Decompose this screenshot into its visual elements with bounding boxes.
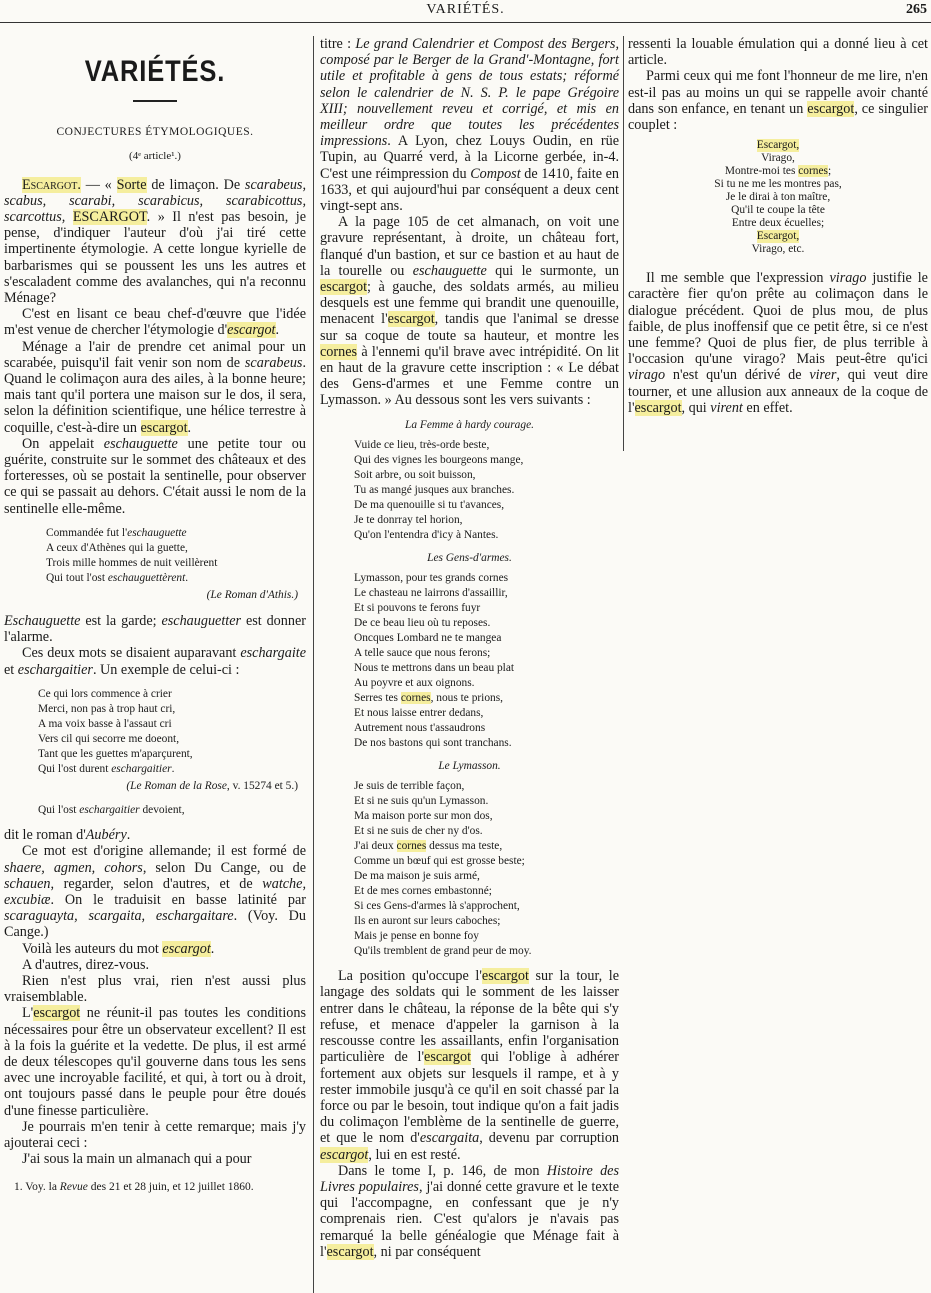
paragraph: Parmi ceux qui me font l'honneur de me lire, n'en est-il pas au moins un qui se rappelle avoir chanté dans son enfance, en tenant un escargot, ce singulier couplet : bbox=[628, 68, 928, 134]
paragraph: La position qu'occupe l'escargot sur la tour, le langage des soldats qui le somment de les laisser entrer dans le château, la réponse de la bête qui s'y refuse, et menace d'appeler la garnison à la rescousse contre les assaillants, enfin l'organisation particulière de l'escargot qui l'oblige à adhérer fortement aux objets sur lesquels il rampe, et à y rester immobile jusqu'à ce qu'il en soit chassé par la force ou par le besoin, tout indique qu'on a fait jadis du colimaçon l'emblème de la sentinelle de guerre, et que le nom d'escargaita, devenu par corruption escargot, lui en est resté. bbox=[320, 968, 619, 1163]
paragraph: Je pourrais m'en tenir à cette remarque; mais j'y ajouterai ceci : bbox=[4, 1118, 306, 1151]
column-1 bbox=[4, 36, 306, 1194]
article-title: VARIÉTÉS. bbox=[84, 55, 226, 88]
paragraph: L'escargot ne réunit-il pas toutes les conditions nécessaires pour être un observateur excellent? Il est à la fois la guérite et la vedette. De plus, il est armé de deux télescopes qu'il gouverne dans tous les sens avec une incroyable facilité, et qui, à tort ou à droit, ont toujours passé dans le peuple pour être doués d'une finesse particulière. bbox=[4, 1005, 306, 1119]
page-number: 265 bbox=[906, 2, 927, 17]
paragraph: C'est en lisant ce beau chef-d'œuvre que l'idée m'est venue de chercher l'étymologie d'escargot. bbox=[4, 306, 306, 339]
quote-source: (Le Roman de la Rose, v. 15274 et 5.) bbox=[126, 779, 298, 792]
verse-heading: Le Lymasson. bbox=[438, 760, 501, 773]
paragraph: Dans le tome I, p. 146, de mon Histoire des Livres populaires, j'ai donné cette gravure et le texte qui l'accompagne, en confessant que je n'y comprenais rien. C'est qu'alors je n'avais pas remarqué la belle généalogie que Ménage fait à l'escargot, ni par conséquent bbox=[320, 1162, 620, 1260]
paragraph: Il me semble que l'expression virago justifie le caractère fier qu'on prête au colimaçon dans le dialogue précédent. Quoi de plus mou, de plus faible, de plus inoffensif que ce petit être, si ce n'est une femme? Quoi de plus fier, de plus terrible à l'occasion qu'une virago? Mais peut-être qu'ici virago n'est qu'un dérivé de virer, qui veut dire tourner, et une allusion aux anneaux de la coque de l'escargot, qui virent en effet. bbox=[628, 270, 928, 416]
verse-heading: La Femme à hardy courage. bbox=[405, 418, 534, 431]
article-subtitle: CONJECTURES ÉTYMOLOGIQUES. bbox=[56, 126, 254, 139]
paragraph: dit le roman d'Aubéry. bbox=[4, 827, 131, 844]
paragraph: ressenti la louable émulation qui a donné lieu à cet article. bbox=[628, 36, 928, 69]
column-divider bbox=[313, 36, 314, 1293]
footnote: 1. Voy. la Revue des 21 et 28 juin, et 12 juillet 1860. bbox=[14, 1181, 254, 1194]
column-3 bbox=[628, 36, 928, 416]
paragraph: Eschauguette est la garde; eschauguetter est donner l'alarme. bbox=[4, 613, 306, 646]
paragraph: titre : Le grand Calendrier et Compost des Bergers, composé par le Berger de la Grand'-Montagne, fort utile et profitable à gens de tous estats; réformé selon le calendrier de N. S. P. le pape Grégoire XIII; nouvellement reveu et corrigé, et mis en meilleur ordre que toutes les précédentes impressions. A Lyon, chez Louys Oudin, en rüe Tupin, au Quarré verd, à la Licorne gerbée, in-4. C'est une réimpression du Compost de 1410, faite en 1633, et qui aujourd'hui par conséquent a deux cent vingt-sept ans. bbox=[320, 36, 619, 215]
quote-source: (Le Roman d'Athis.) bbox=[206, 588, 298, 601]
verse-block: Lymasson, pour tes grands cornes Le chasteau ne lairrons d'assaillir, Et si pouvons te ferons fuyr De ce beau lieu où tu reposes. Oncques Lombard ne te mangea A telle sauce que nous ferons; Nous te mettrons dans un beau plat Au poyvre et aux oignons. Serres tes cornes, nous te prions, Et nous laisse entrer dedans, Autrement nous t'assaudrons De nos bastons qui sont tranchans. bbox=[354, 572, 515, 750]
verse-quote: Commandée fut l'eschauguette A ceux d'Athènes qui la guette, Trois mille hommes de nuit veillèrent Qui tout l'ost eschauguettèrent. (Le Roman d'Athis.) bbox=[4, 527, 306, 603]
verse-block: Vuide ce lieu, très-orde beste, Qui des vignes les bourgeons mange, Soit arbre, ou soit buisson, Tu as mangé jusques aux branches. De ma quenouille si tu t'avances, Je te donrray tel horion, Qu'on l'entendra d'icy à Nantes. bbox=[354, 438, 524, 541]
paragraph: Ce mot est d'origine allemande; il est formé de shaere, agmen, cohors, selon Du Cange, ou de schauen, regarder, selon d'autres, et de watche, excubiæ. On le traduisit en basse latinité par scaraguayta, scargaita, eschargaitare. (Voy. Du Cange.) bbox=[4, 843, 306, 941]
running-header bbox=[0, 0, 931, 23]
verse-block: Je suis de terrible façon, Et si ne suis qu'un Lymasson. Ma maison porte sur mon dos, Et si ne suis de cher ny d'os. J'ai deux cornes dessus ma teste, Comme un bœuf qui est grosse beste; De ma maison je suis armé, Et de mes cornes embastonné; Si ces Gens-d'armes là s'approchent, Ils en auront sur leurs caboches; Mais je pense en bonne foy Qu'ils tremblent de grand peur de moy. bbox=[354, 780, 532, 958]
article-number: (4ᵉ article¹.) bbox=[129, 150, 181, 163]
verse-heading: Les Gens-d'armes. bbox=[427, 551, 512, 564]
couplet: Escargot, Virago, Montre-moi tes cornes; Si tu ne me les montres pas, Je le dirai à ton maître, Qu'il te coupe la tête Entre deux écuelles; Escargot, Virago, etc. bbox=[714, 139, 842, 256]
paragraph: On appelait eschauguette une petite tour ou guérite, construite sur le sommet des châteaux et des forteresses, où se postait la sentinelle, pour observer ce qui se passait au dehors. C'était aussi le nom de la sentinelle elle-même. bbox=[4, 435, 306, 517]
paragraph: Ces deux mots se disaient auparavant eschargaite et eschargaitier. Un exemple de celui-ci : bbox=[4, 645, 306, 678]
paragraph: Ménage a l'air de prendre cet animal pour un scarabée, puisqu'il fait venir son nom de scarabeus. Quand le colimaçon aura des ailes, à la bonne heure; mais tant qu'il portera une maison sur le dos, il sera, selon la définition scientifique, une hélice terrestre à coquille, c'est-à-dire un escargot. bbox=[4, 338, 306, 436]
column-divider bbox=[623, 36, 624, 451]
title-rule bbox=[133, 100, 177, 102]
paragraph: J'ai sous la main un almanach qui a pour bbox=[22, 1151, 252, 1168]
paragraph: Rien n'est plus vrai, rien n'est aussi plus vraisemblable. bbox=[4, 972, 306, 1006]
running-title: VARIÉTÉS. bbox=[426, 2, 505, 17]
column-2 bbox=[320, 36, 619, 1260]
paragraph: A la page 105 de cet almanach, on voit une gravure représentant, à droite, un château fort, flanqué d'un bastion, et sur ce bastion et au haut de la tourelle ou eschauguette qui le surmonte, un escargot; à gauche, des soldats armés, au milieu desquels est une femme qui brandit une quenouille, menacent l'escargot, tandis que l'animal se dresse sur sa coque de toute sa hauteur, et montre les cornes à l'ennemi qu'il brave avec intrépidité. On lit en haut de la gravure cette inscription : « Le débat des Gens-d'armes et une Femme contre un Lymasson. » Au dessous sont les vers suivants : bbox=[320, 214, 619, 409]
paragraph: Escargot. — « Sorte de limaçon. De scarabeus, scabus, scarabi, scarabicus, scarabicottus, scarcottus, ESCARGOT. » Il n'est pas besoin, je pense, d'indiquer l'auteur d'où j'ai tiré cette impertinente étymologie. A cette longue kyrielle de barbarismes qui se poussent les uns les autres et s'escaladent comme des avalanches, qui n'a reconnu Ménage? bbox=[4, 176, 307, 307]
paragraph: Voilà les auteurs du mot escargot. bbox=[22, 940, 215, 957]
verse-quote: Ce qui lors commence à crier Merci, non pas à trop haut cri, A ma voix basse à l'assaut cri Vers cil qui secorre me doeont, Tant que les guettes m'aparçurent, Qui l'ost durent eschargaitier. (Le Roman de la Rose, v. 15274 et 5.) Qui l'ost eschargaitier devoient, bbox=[4, 688, 306, 817]
paragraph: A d'autres, direz-vous. bbox=[22, 956, 150, 973]
